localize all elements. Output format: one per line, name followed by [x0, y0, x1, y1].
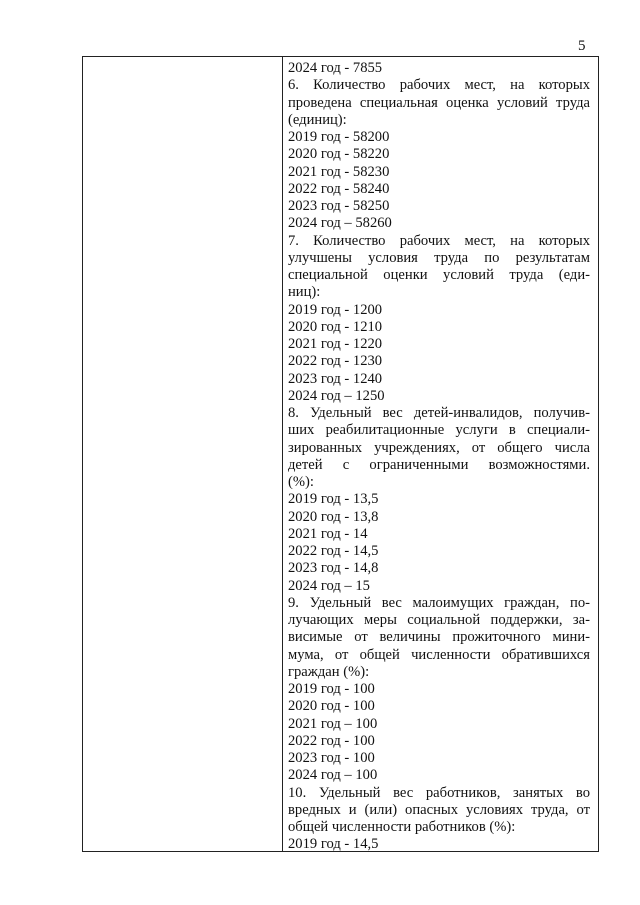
text-line: 2024 год – 1250 — [288, 387, 385, 404]
text-line: общей численности работников (%): — [288, 819, 516, 835]
text-line: 2020 год - 13,8 — [288, 508, 379, 525]
text-line: лучающих меры социальной поддержки, за- — [288, 612, 590, 628]
text-line: 2022 год - 14,5 — [288, 543, 379, 559]
text-line: 2024 год - 7855 — [288, 60, 383, 76]
text-line: 2019 год - 1200 — [288, 301, 383, 318]
text-line: мума, от общей численности обратившихся — [288, 646, 590, 663]
text-line: 2024 год – 100 — [288, 767, 378, 784]
text-line: улучшены условия труда по результатам — [288, 249, 590, 266]
text-line: 2021 год - 14 — [288, 525, 368, 542]
text-line: 2024 год – 15 — [288, 577, 370, 594]
text-line: 2019 год - 58200 — [288, 129, 390, 145]
text-line: 2023 год - 58250 — [288, 198, 390, 214]
text-line: висимые от величины прожиточного мини- — [288, 629, 590, 646]
text-line: 2023 год - 100 — [288, 750, 375, 766]
text-line: граждан (%): — [288, 663, 370, 680]
text-line: 2021 год - 58230 — [288, 163, 390, 180]
text-line: 2022 год - 58240 — [288, 180, 390, 197]
text-line: ших реабилитационные услуги в специали- — [288, 422, 590, 439]
text-line: 2022 год - 100 — [288, 732, 375, 749]
text-line: 2019 год - 100 — [288, 681, 375, 697]
text-line: проведена специальная оценка условий труда — [288, 94, 590, 111]
text-line: вредных и (или) опасных условиях труда, от — [288, 801, 590, 818]
text-line: (%): — [288, 474, 314, 490]
text-line: 2024 год – 58260 — [288, 215, 392, 232]
text-line: 8. Удельный вес детей-инвалидов, получив- — [288, 405, 590, 421]
text-line: 2022 год - 1230 — [288, 353, 383, 370]
text-line: 2019 год - 14,5 — [288, 836, 379, 853]
text-line: 2020 год - 58220 — [288, 146, 390, 163]
indicator-table — [82, 56, 599, 852]
text-line: 2021 год – 100 — [288, 715, 378, 732]
text-line: 2019 год - 13,5 — [288, 491, 379, 508]
text-line: зированных учреждениях, от общего числа — [288, 439, 590, 456]
text-line: детей с ограниченными возможностями. — [288, 456, 590, 473]
text-line: 7. Количество рабочих мест, на которых — [288, 232, 590, 249]
indicator-values-cell — [288, 60, 590, 854]
text-line: 2023 год - 14,8 — [288, 560, 379, 577]
text-line: ниц): — [288, 284, 321, 301]
text-line: 2023 год - 1240 — [288, 370, 383, 387]
text-line: 10. Удельный вес работников, занятых во — [288, 784, 590, 801]
text-line: специальной оценки условий труда (еди- — [288, 267, 590, 283]
text-line: (единиц): — [288, 111, 347, 128]
page-number: 5 — [578, 38, 586, 54]
text-line: 6. Количество рабочих мест, на которых — [288, 77, 590, 94]
text-line: 2020 год - 1210 — [288, 318, 383, 335]
text-line: 9. Удельный вес малоимущих граждан, по- — [288, 594, 590, 611]
column-divider — [282, 57, 283, 851]
text-line: 2020 год - 100 — [288, 698, 375, 715]
text-line: 2021 год - 1220 — [288, 336, 383, 352]
